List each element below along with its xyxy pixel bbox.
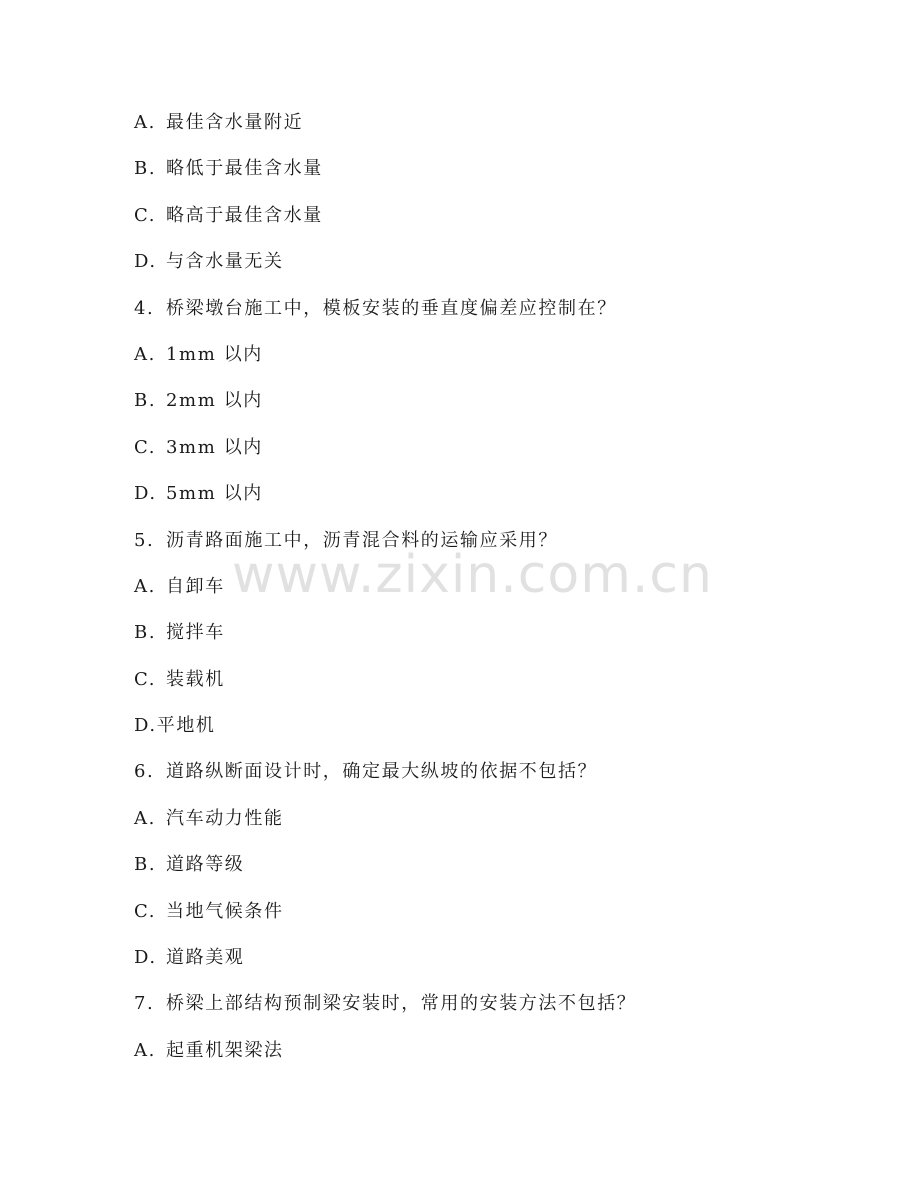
option-line (134, 149, 874, 195)
line-text: 搅拌车 (166, 622, 225, 644)
line-key: D. (134, 715, 157, 737)
option-line (134, 613, 874, 659)
question-line (134, 289, 874, 335)
line-key: B. (134, 854, 157, 876)
option-line (134, 892, 874, 938)
question-number: 7. (134, 993, 155, 1015)
line-text: 与含水量无关 (166, 251, 284, 273)
line-text: 自卸车 (166, 575, 225, 597)
line-text: 3mm 以内 (166, 436, 263, 458)
line-key: B. (134, 622, 157, 644)
line-text: 1mm 以内 (166, 343, 263, 365)
line-text: 5mm 以内 (166, 483, 263, 505)
line-key: B. (134, 390, 157, 412)
option-line (134, 474, 874, 520)
question-text: 道路纵断面设计时，确定最大纵坡的依据不包括？ (166, 761, 598, 783)
line-key: A. (134, 807, 156, 829)
question-number: 6. (134, 761, 155, 783)
question-list (134, 103, 874, 1077)
question-text: 桥梁墩台施工中，模板安装的垂直度偏差应控制在？ (166, 297, 617, 319)
option-line (134, 428, 874, 474)
line-text: 汽车动力性能 (166, 807, 284, 829)
line-text: 略高于最佳含水量 (166, 204, 323, 226)
line-key: C. (134, 668, 157, 690)
option-line (134, 242, 874, 288)
line-key: C. (134, 436, 157, 458)
line-key: B. (134, 158, 157, 180)
line-key: A. (134, 112, 156, 133)
line-key: A. (134, 343, 156, 365)
line-key: D. (134, 251, 157, 273)
option-line (134, 567, 874, 613)
line-text: 2mm 以内 (166, 390, 263, 412)
option-line (134, 799, 874, 845)
option-line (134, 660, 874, 706)
line-text: 最佳含水量附近 (166, 112, 304, 133)
line-text: 起重机架梁法 (166, 1039, 284, 1061)
line-key: A. (134, 575, 156, 597)
option-line (134, 335, 874, 381)
question-line (134, 521, 874, 567)
question-line (134, 752, 874, 798)
option-line (134, 381, 874, 427)
line-text: 略低于最佳含水量 (166, 158, 323, 180)
option-line (134, 706, 874, 752)
line-text: 道路美观 (166, 947, 245, 969)
question-text: 桥梁上部结构预制梁安装时，常用的安装方法不包括？ (166, 993, 637, 1015)
option-line (134, 1031, 874, 1077)
line-key: D. (134, 483, 157, 505)
option-line (134, 196, 874, 242)
line-text: 平地机 (156, 715, 216, 737)
line-key: D. (134, 947, 157, 969)
line-key: C. (134, 900, 157, 922)
question-number: 5. (134, 529, 155, 551)
option-line (134, 103, 874, 149)
option-line (134, 845, 874, 891)
question-text: 沥青路面施工中，沥青混合料的运输应采用？ (166, 529, 558, 551)
watermark-text: www.zixin.com.cn (232, 545, 713, 605)
question-line (134, 984, 874, 1030)
line-key: C. (134, 204, 157, 226)
line-text: 当地气候条件 (166, 900, 284, 922)
question-number: 4. (134, 297, 155, 319)
line-text: 装载机 (166, 668, 225, 690)
line-key: A. (134, 1039, 156, 1061)
option-line (134, 938, 874, 984)
line-text: 道路等级 (166, 854, 245, 876)
